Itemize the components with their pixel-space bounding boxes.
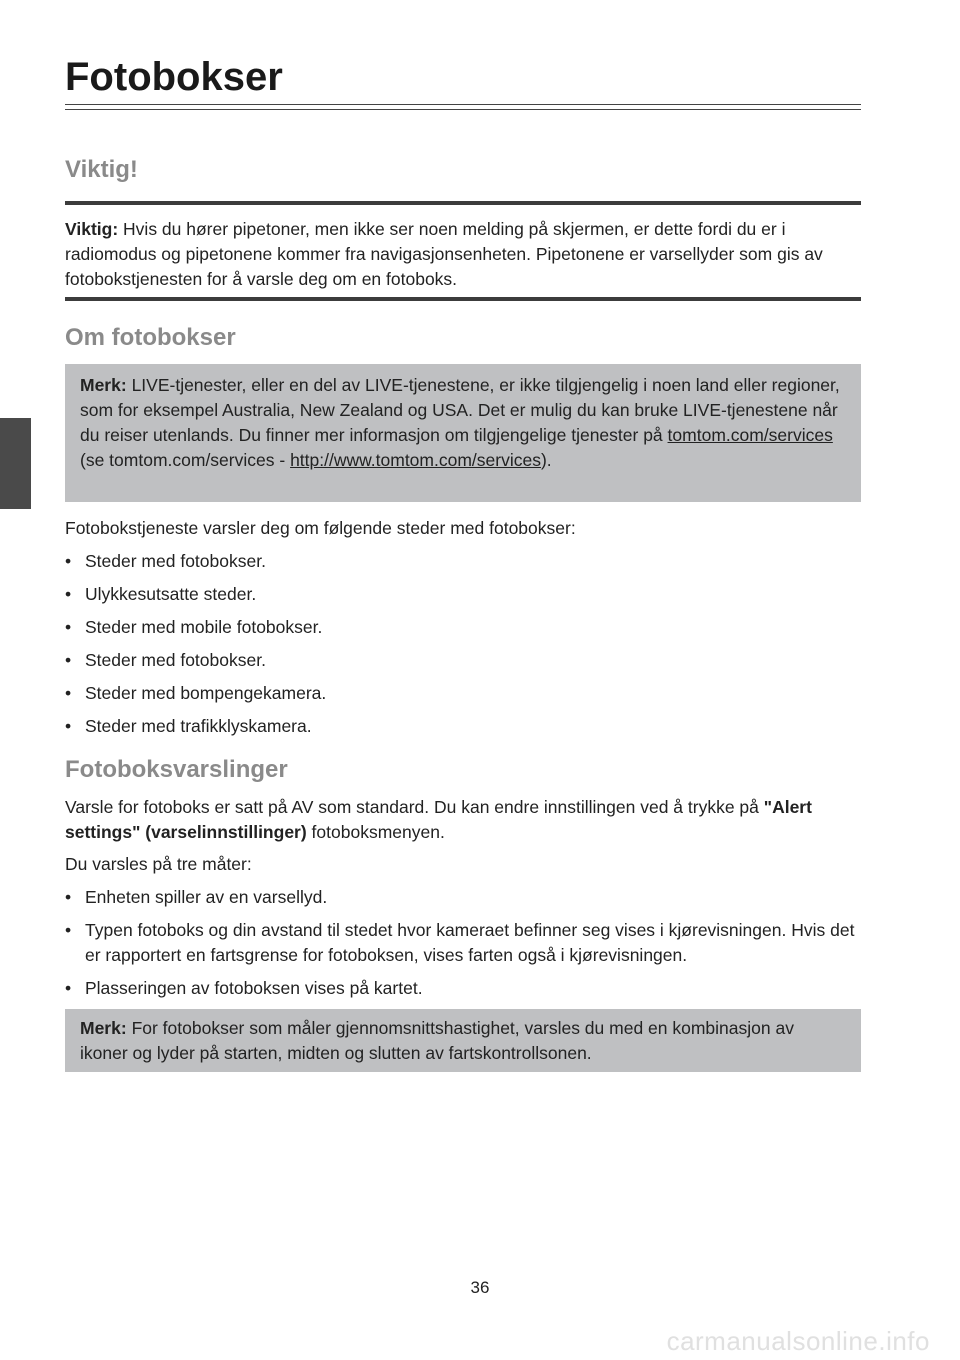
page-number: 36 <box>470 1278 490 1297</box>
alert-settings-term: "Alert settings" (varselinnstillinger) <box>65 797 812 842</box>
varsling-text-end: fotoboksmenyen. <box>306 822 445 842</box>
varsling-paragraph-2: Du varsles på tre måter: <box>65 854 252 874</box>
page-title: Fotobokser <box>65 55 283 99</box>
viktig-paragraph <box>65 217 861 292</box>
list-item: • Enheten spiller av en varsellyd. <box>65 885 861 910</box>
list-item: • Ulykkesutsatte steder. <box>65 582 861 607</box>
varsling-paragraph-1 <box>65 795 861 845</box>
list-item: • Plasseringen av fotoboksen vises på kartet. <box>65 976 861 1001</box>
viktig-bottom-rule <box>65 297 861 301</box>
viktig-top-rule <box>65 201 861 205</box>
note-label: Merk: <box>80 1018 127 1038</box>
note-label: Merk: <box>80 375 127 395</box>
list-item: • Steder med trafikklyskamera. <box>65 714 861 739</box>
list-item: • Steder med bompengekamera. <box>65 681 861 706</box>
title-double-rule <box>65 104 861 110</box>
viktig-label: Viktig: <box>65 219 119 239</box>
note-text-3: ). <box>540 450 552 470</box>
watermark: carmanualsonline.info <box>666 1326 930 1356</box>
note-box-live <box>65 364 861 502</box>
heading-viktig: Viktig! <box>65 156 138 183</box>
om-intro-paragraph: Fotobokstjeneste varsler deg om følgende steder med fotobokser: <box>65 518 576 538</box>
heading-fotoboksvarslinger: Fotoboksvarslinger <box>65 756 288 783</box>
note-box-average-speed <box>65 1009 861 1072</box>
list-item: • Steder med fotobokser. <box>65 549 861 574</box>
varsling-text: Varsle for fotoboks er satt på AV som standard. Du kan endre innstillingen ved å trykke på <box>65 797 764 817</box>
heading-om-fotobokser: Om fotobokser <box>65 324 236 351</box>
list-item: • Steder med fotobokser. <box>65 648 861 673</box>
link-tomtom-services-url[interactable]: http://www.tomtom.com/services <box>290 450 541 470</box>
link-tomtom-services[interactable]: tomtom.com/services <box>667 425 833 445</box>
note-text: For fotobokser som måler gjennomsnittshastighet, varsles du med en kombinasjon av ikoner og lyder på starten, midten og slutten av fartskontrollsonen. <box>80 1018 794 1063</box>
list-item: • Typen fotoboks og din avstand til stedet hvor kameraet befinner seg vises i kjørevisningen. Hvis det er rapportert en fartsgrense for fotoboksen, vises farten også i kjørevisningen. <box>65 918 861 968</box>
chapter-tab-marker <box>0 418 31 509</box>
viktig-text: Hvis du hører pipetoner, men ikke ser noen melding på skjermen, er dette fordi du er i radiomodus og pipetonene kommer fra navigasjonsenheten. Pipetonene er varsellyder som gis av fotobokstjenesten for å varsle deg om en fotoboks. <box>65 219 823 289</box>
note-text: LIVE-tjenester, eller en del av LIVE-tjenestene, er ikke tilgjengelig i noen land eller regioner, som for eksempel Australia, New Zealand og USA. Det er mulig du kan bruke LIVE-tjenestene når du reiser utenlands. Du finner mer informasjon om tilgjengelige tjenester på <box>80 375 840 445</box>
list-item: • Steder med mobile fotobokser. <box>65 615 861 640</box>
note-text-2: (se tomtom.com/services - <box>80 450 286 470</box>
